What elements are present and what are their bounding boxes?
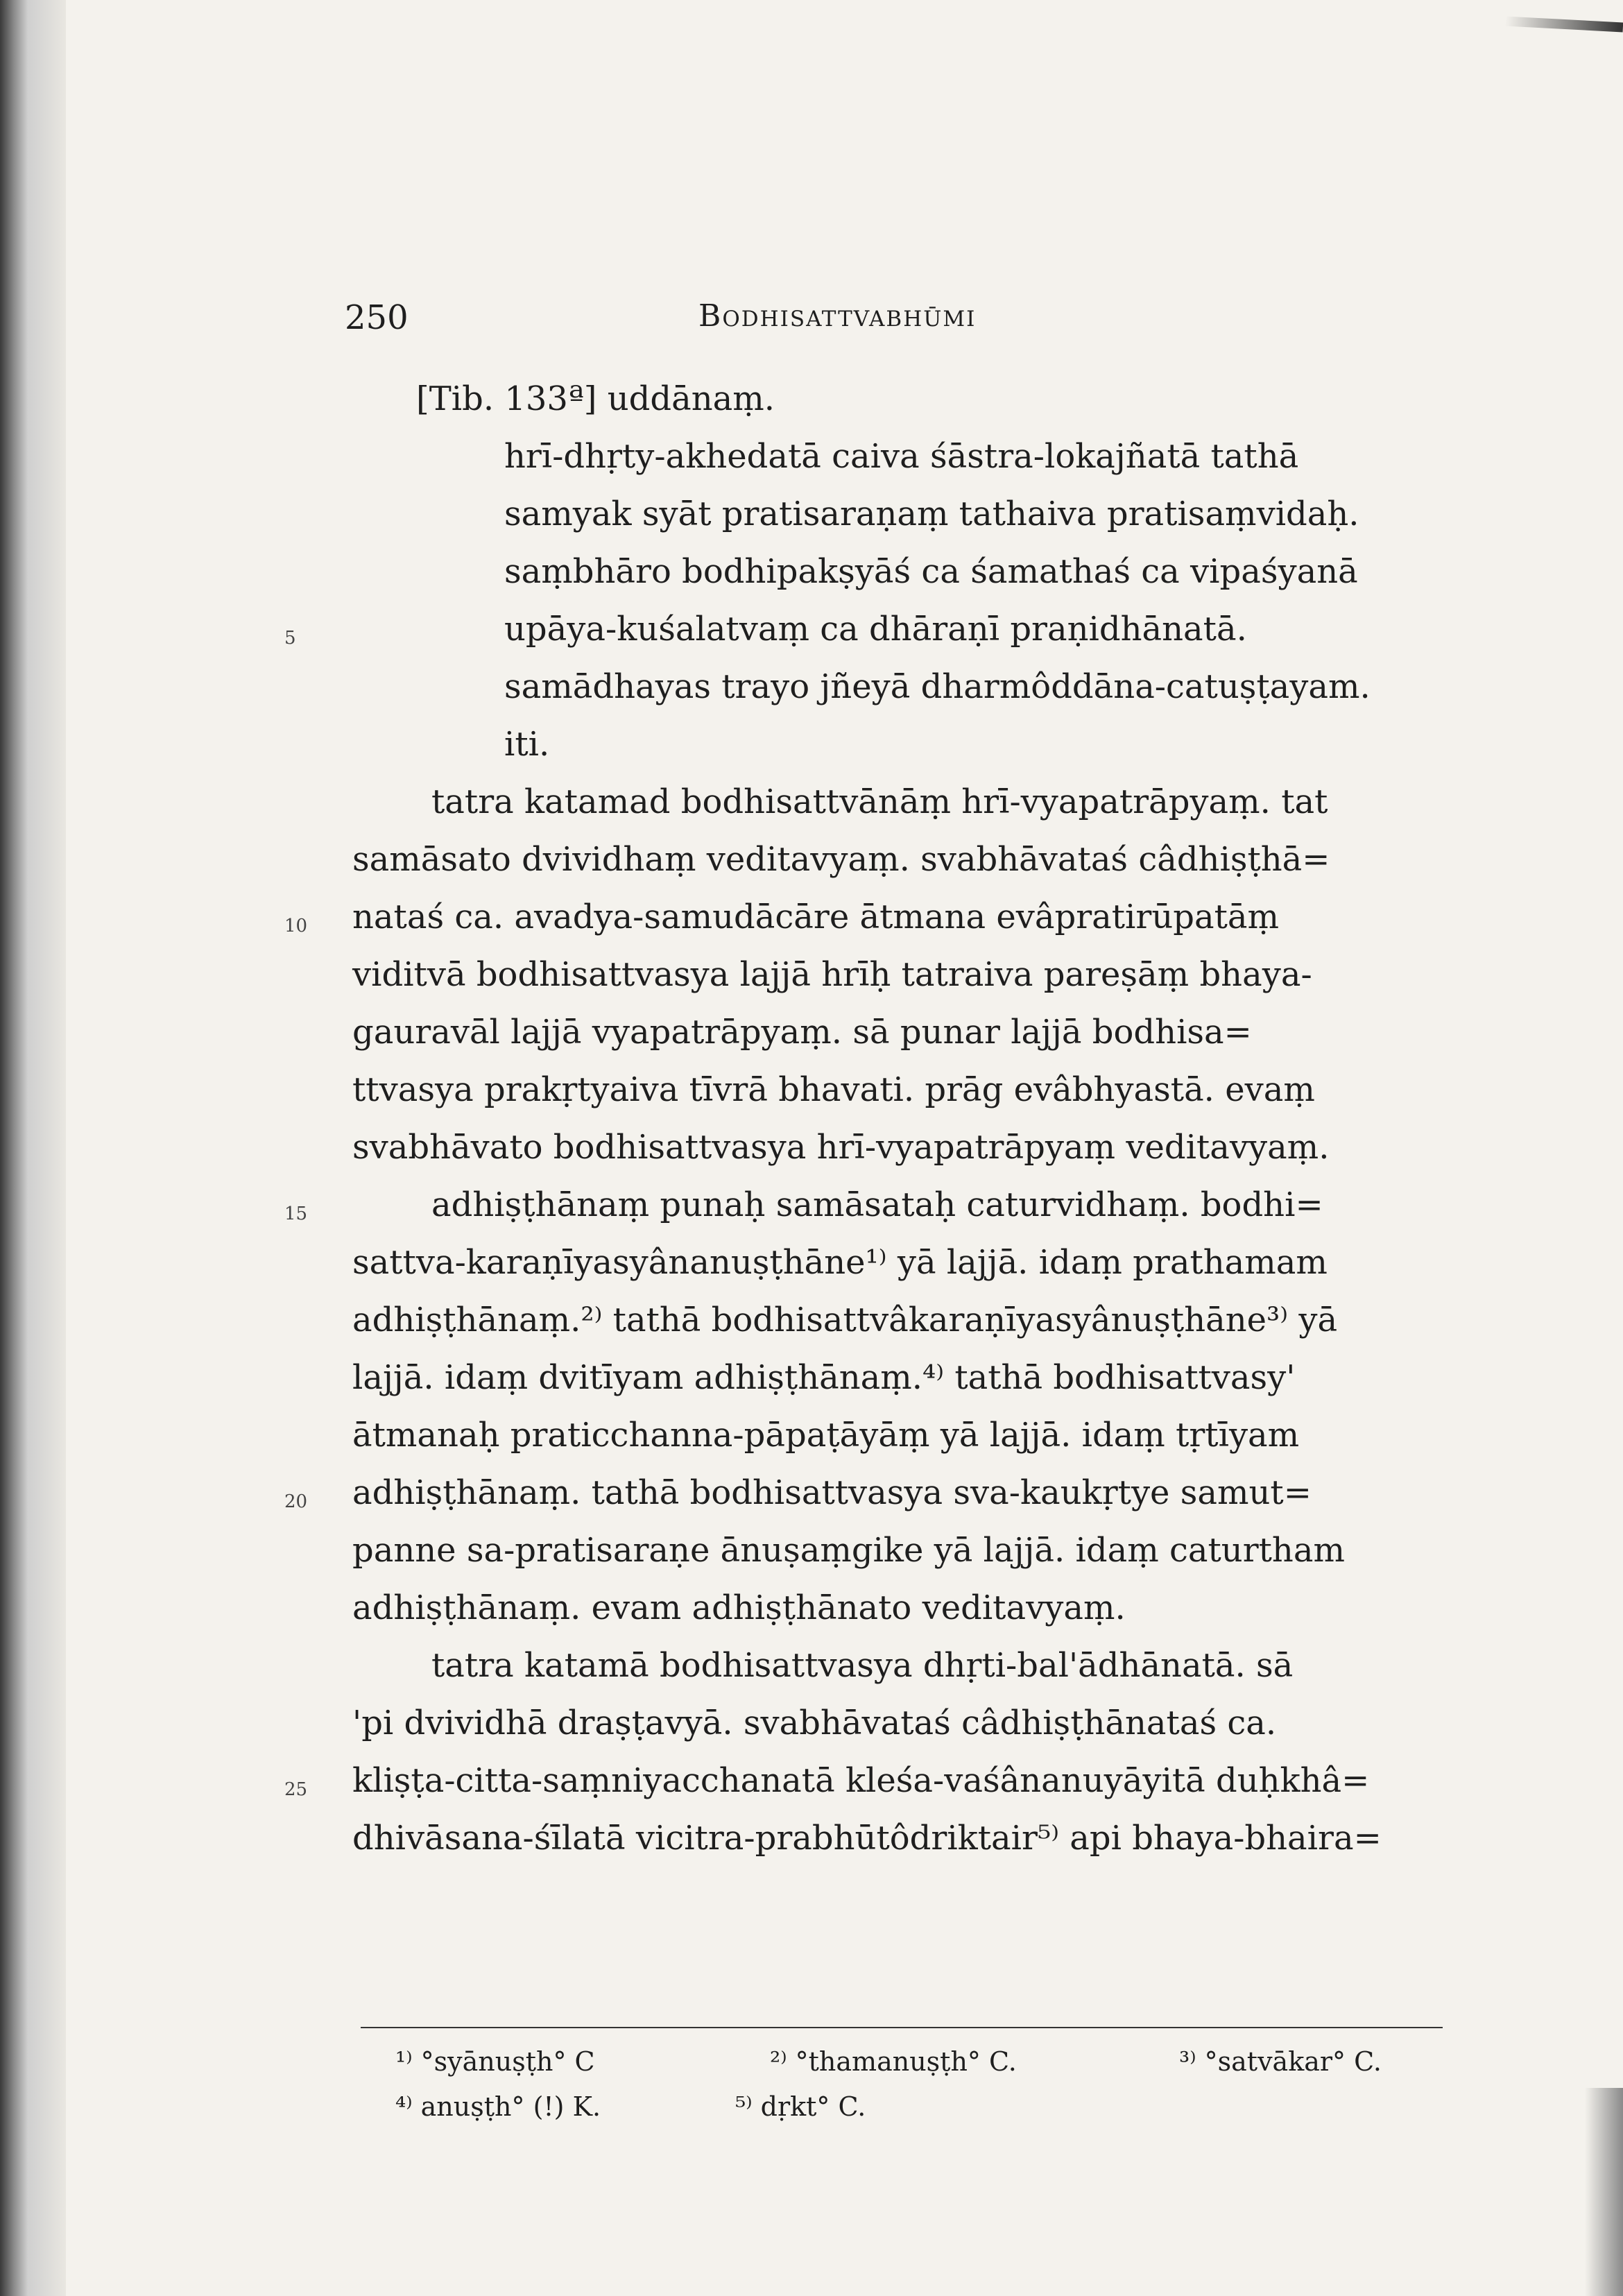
footnote: ³⁾ °satvākar° C. [1179, 2046, 1382, 2077]
footnote: ¹⁾ °syānuṣṭh° C [395, 2046, 595, 2077]
text-line: adhiṣṭhānaṃ.²⁾ tathā bodhisattvâkaraṇīyasyânuṣṭhāne³⁾ yā [352, 1301, 1338, 1339]
footnote: ⁴⁾ anuṣṭh° (!) K. [395, 2091, 601, 2122]
text-line: lajjā. idaṃ dvitīyam adhiṣṭhānaṃ.⁴⁾ tathā bodhisattvasy' [352, 1358, 1296, 1397]
line-number: 25 [284, 1779, 308, 1800]
text-line: [Tib. 133ª] uddānaṃ. [416, 379, 775, 418]
text-line: adhiṣṭhānaṃ. evam adhiṣṭhānato veditavyaṃ. [352, 1588, 1126, 1627]
verse-line: saṃbhāro bodhipakṣyāś ca śamathaś ca vipaśyanā [504, 552, 1358, 591]
text-line: adhiṣṭhānaṃ. tathā bodhisattvasya sva-kaukṛtye samut= [352, 1473, 1312, 1512]
footnote-rule [361, 2027, 1443, 2028]
page-number: 250 [345, 298, 409, 337]
scan-edge-shadow [1585, 2088, 1623, 2296]
text-line: adhiṣṭhānaṃ punaḥ samāsataḥ caturvidhaṃ. bodhi= [431, 1185, 1323, 1224]
book-binding-shadow [0, 0, 66, 2296]
text-line: nataś ca. avadya-samudācāre ātmana evâpratirūpatāṃ [352, 898, 1280, 936]
verse-line: hrī-dhṛty-akhedatā caiva śāstra-lokajñatā tathā [504, 437, 1299, 476]
verse-line: upāya-kuśalatvaṃ ca dhāraṇī praṇidhānatā. [504, 610, 1247, 649]
text-line: samāsato dvividhaṃ veditavyaṃ. svabhāvataś câdhiṣṭhā= [352, 840, 1330, 879]
text-line: viditvā bodhisattvasya lajjā hrīḥ tatraiva pareṣāṃ bhaya- [352, 955, 1312, 994]
page-header [345, 298, 1443, 347]
line-number: 15 [284, 1203, 308, 1224]
line-number: 20 [284, 1491, 308, 1512]
footnote: ⁵⁾ dṛkt° C. [735, 2091, 866, 2122]
line-number: 5 [284, 628, 296, 649]
scan-corner-mark [1505, 17, 1623, 33]
text-line: ttvasya prakṛtyaiva tīvrā bhavati. prāg evâbhyastā. evaṃ [352, 1070, 1315, 1109]
verse-line: iti. [504, 725, 550, 764]
verse-line: samyak syāt pratisaraṇaṃ tathaiva pratisaṃvidaḥ. [504, 495, 1359, 533]
text-line: 'pi dvividhā draṣṭavyā. svabhāvataś câdhiṣṭhānataś ca. [352, 1704, 1277, 1742]
running-title: Bodhisattvabhūmi [698, 298, 977, 334]
verse-line: samādhayas trayo jñeyā dharmôddāna-catuṣṭayam. [504, 667, 1371, 706]
text-line: tatra katamā bodhisattvasya dhṛti-bal'ādhānatā. sā [431, 1646, 1294, 1685]
text-line: sattva-karaṇīyasyânanuṣṭhāne¹⁾ yā lajjā. idaṃ prathamam [352, 1243, 1328, 1282]
line-number: 10 [284, 916, 308, 936]
text-line: ātmanaḥ praticchanna-pāpaṭāyāṃ yā lajjā. idaṃ tṛtīyam [352, 1416, 1300, 1455]
text-line: dhivāsana-śīlatā vicitra-prabhūtôdriktair⁵⁾ api bhaya-bhaira= [352, 1819, 1382, 1858]
text-line: tatra katamad bodhisattvānāṃ hrī-vyapatrāpyaṃ. tat [431, 782, 1328, 821]
text-line: kliṣṭa-citta-saṃniyacchanatā kleśa-vaśânanuyāyitā duḥkhâ= [352, 1761, 1370, 1800]
text-line: gauravāl lajjā vyapatrāpyaṃ. sā punar lajjā bodhisa= [352, 1013, 1252, 1052]
footnote: ²⁾ °thamanuṣṭh° C. [770, 2046, 1017, 2077]
text-line: svabhāvato bodhisattvasya hrī-vyapatrāpyaṃ veditavyaṃ. [352, 1128, 1330, 1167]
text-line: panne sa-pratisaraṇe ānuṣaṃgike yā lajjā. idaṃ caturtham [352, 1531, 1345, 1570]
